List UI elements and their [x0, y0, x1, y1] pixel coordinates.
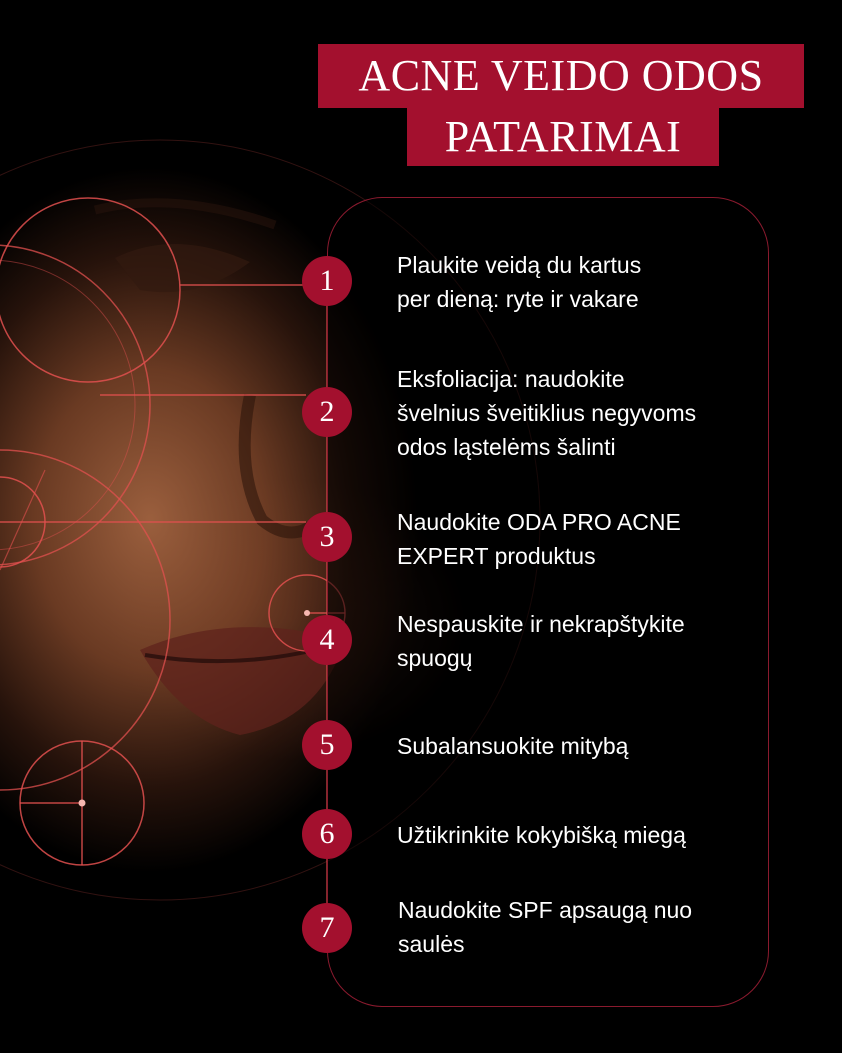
tip-number-badge: 2 [302, 387, 352, 437]
tip-number-badge: 4 [302, 615, 352, 665]
jaw-circle-large [0, 450, 170, 790]
tip-number-badge: 1 [302, 256, 352, 306]
tip-text: Nespauskite ir nekrapštykite spuogų [397, 611, 685, 671]
lip-dot [304, 610, 310, 616]
tip-number-badge: 6 [302, 809, 352, 859]
tip-text: Užtikrinkite kokybišką miegą [397, 822, 686, 848]
cheek-circle-inner [0, 260, 135, 550]
tip-text: Naudokite SPF apsaugą nuo saulės [398, 897, 693, 957]
tip-number-badge: 3 [302, 512, 352, 562]
cheek-circle-large [0, 245, 150, 565]
title-line-1-text: ACNE VEIDO ODOS [358, 51, 764, 100]
title-line-1 [318, 44, 804, 108]
chin-dot [79, 800, 86, 807]
tip-text: Plaukite veidą du kartus per dieną: ryte ir vakare [397, 252, 642, 312]
title-line-2-text: PATARIMAI [444, 112, 682, 161]
tip-number-badge: 5 [302, 720, 352, 770]
tip-text: Naudokite ODA PRO ACNE EXPERT produktus [397, 509, 681, 569]
tip-number-badge: 7 [302, 903, 352, 953]
tip-text: Eksfoliacija: naudokite švelnius šveitiklius negyvoms odos ląstelėms šalinti [397, 366, 697, 460]
eyebrow-shape [95, 203, 275, 225]
jaw-diagonal [0, 470, 45, 570]
tips-frame [327, 197, 769, 1007]
title-line-2 [407, 108, 719, 166]
tip-text: Subalansuokite mitybą [397, 733, 629, 759]
